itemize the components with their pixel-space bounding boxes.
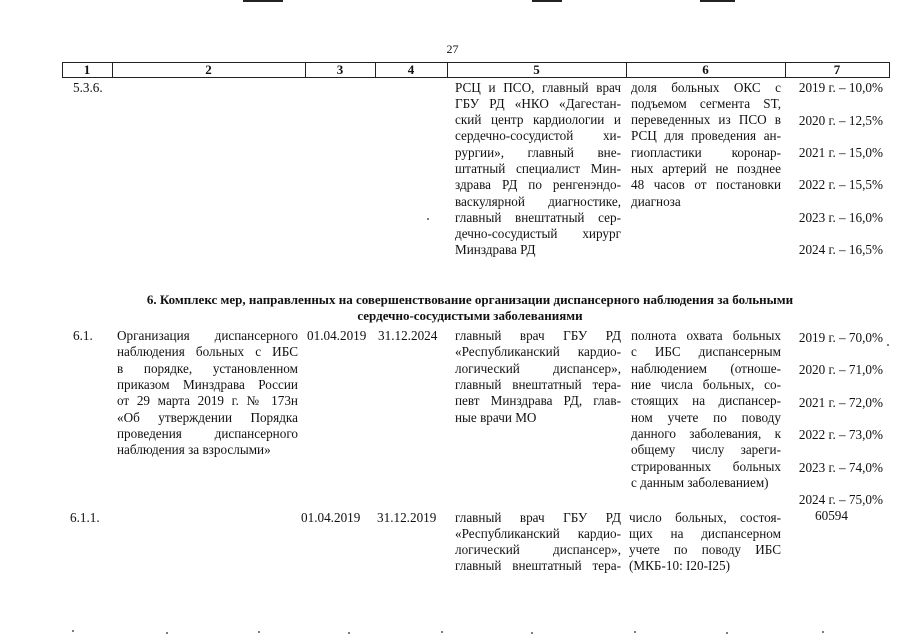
year-value: 2022 г. – 73,0%: [798, 427, 883, 442]
row-61-end-date: 31.12.2024: [378, 328, 438, 343]
text-line: логический диспансер»,: [455, 542, 621, 557]
text-line: главный врач ГБУ РД: [455, 510, 621, 525]
scan-speck: [258, 631, 260, 633]
column-header-7: 7: [833, 62, 841, 77]
text-line: певт Минздрава РД, глав-: [455, 393, 621, 408]
text-line: ные врачи МО: [455, 410, 537, 425]
text-line: данного заболевания, к: [631, 426, 781, 441]
scan-speck: [634, 631, 636, 633]
text-line: от 29 марта 2019 г. № 173н: [117, 393, 298, 408]
text-line: «Республиканский кардио-: [455, 526, 621, 541]
row-61-start-date: 01.04.2019: [307, 328, 367, 343]
text-line: Минздрава РД: [455, 242, 536, 257]
text-line: с ИБС диспансерным: [631, 344, 781, 359]
text-line: число больных, состоя-: [629, 510, 781, 525]
scan-speck: [726, 632, 728, 634]
text-line: (МКБ-10: I20-I25): [629, 558, 730, 573]
year-value: 2023 г. – 16,0%: [798, 210, 883, 225]
text-line: в порядке, установленном: [117, 361, 298, 376]
text-line: сердечно-сосудистой хи-: [455, 128, 621, 143]
text-line: наблюдения за взрослыми»: [117, 442, 271, 457]
text-line: гиопластики коронар-: [631, 145, 781, 160]
text-line: штатный специалист Мин-: [455, 161, 621, 176]
table-header-bottom-border: [62, 77, 890, 78]
text-line: 48 часов от постановки: [631, 177, 781, 192]
text-line: «Республиканский кардио-: [455, 344, 621, 359]
top-edge-mark: [532, 0, 562, 2]
scan-speck: [427, 218, 429, 220]
text-line: главный внештатный сер-: [455, 210, 621, 225]
text-line: стрированных больных: [631, 459, 781, 474]
text-line: ных артерий не позднее: [631, 161, 781, 176]
year-value: 2022 г. – 15,5%: [798, 177, 883, 192]
text-line: диагноза: [631, 194, 681, 209]
year-value: 2020 г. – 71,0%: [798, 362, 883, 377]
scan-speck: [531, 632, 533, 634]
text-line: наблюдения больных с ИБС: [117, 344, 298, 359]
scan-speck: [441, 631, 443, 633]
text-line: учете по поводу ИБС: [629, 542, 781, 557]
row-611-value: 60594: [815, 508, 848, 523]
row-536-number: 5.3.6.: [73, 80, 103, 95]
text-line: васкулярной диагностике,: [455, 194, 621, 209]
text-line: щих на диспансерном: [629, 526, 781, 541]
text-line: дечно-сосудистый хирург: [455, 226, 621, 241]
scan-speck: [72, 630, 74, 632]
text-line: здрава РД по ренгенэндо-: [455, 177, 621, 192]
section-title-line: сердечно-сосудистыми заболеваниями: [357, 308, 583, 323]
scan-speck: [348, 632, 350, 634]
header-divider: [889, 62, 890, 78]
text-line: приказом Минздрава России: [117, 377, 298, 392]
text-line: РСЦ и ПСО, главный врач: [455, 80, 621, 95]
page-number: 27: [446, 42, 459, 56]
column-header-1: 1: [83, 62, 91, 77]
text-line: общему числу зареги-: [631, 442, 781, 457]
text-line: наблюдением (отноше-: [631, 361, 781, 376]
text-line: логический диспансер»,: [455, 361, 621, 376]
text-line: рургии», главный вне-: [455, 145, 621, 160]
year-value: 2019 г. – 70,0%: [798, 330, 883, 345]
row-611-number: 6.1.1.: [70, 510, 100, 525]
row-611-start-date: 01.04.2019: [301, 510, 361, 525]
column-header-2: 2: [205, 62, 212, 77]
top-edge-mark: [700, 0, 735, 2]
scan-speck: [822, 631, 824, 633]
year-value: 2023 г. – 74,0%: [798, 460, 883, 475]
year-value: 2021 г. – 72,0%: [798, 395, 883, 410]
text-line: главный внештатный тера-: [455, 377, 621, 392]
text-line: проведения диспансерного: [117, 426, 298, 441]
text-line: полнота охвата больных: [631, 328, 781, 343]
text-line: Организация диспансерного: [117, 328, 298, 343]
year-value: 2019 г. – 10,0%: [798, 80, 883, 95]
scan-speck: [166, 632, 168, 634]
row-611-end-date: 31.12.2019: [377, 510, 437, 525]
column-header-4: 4: [407, 62, 415, 77]
column-header-3: 3: [336, 62, 344, 77]
year-value: 2021 г. – 15,0%: [798, 145, 883, 160]
row-61-number: 6.1.: [73, 328, 93, 343]
text-line: главный врач ГБУ РД: [455, 328, 621, 343]
text-line: ский центр кардиологии и: [455, 112, 621, 127]
year-value: 2024 г. – 16,5%: [798, 242, 883, 257]
top-edge-mark: [243, 0, 283, 2]
scan-speck: [887, 344, 889, 346]
text-line: подъемом сегмента ST,: [631, 96, 781, 111]
section-title-line: 6. Комплекс мер, направленных на совершенствование организации диспансерного наблюдения за больными: [146, 292, 794, 307]
column-header-5: 5: [533, 62, 540, 77]
text-line: РСЦ для проведения ан-: [631, 128, 781, 143]
text-line: ном учете по поводу: [631, 410, 781, 425]
year-value: 2020 г. – 12,5%: [798, 113, 883, 128]
text-line: переведенных из ПСО в: [631, 112, 781, 127]
column-header-6: 6: [702, 62, 709, 77]
text-line: главный внештатный тера-: [455, 558, 621, 573]
text-line: ГБУ РД «НКО «Дагестан-: [455, 96, 621, 111]
text-line: «Об утверждении Порядка: [117, 410, 298, 425]
text-line: доля больных ОКС с: [631, 80, 781, 95]
text-line: с данным заболеванием): [631, 475, 769, 490]
text-line: стоящих на диспансер-: [631, 393, 781, 408]
year-value: 2024 г. – 75,0%: [798, 492, 883, 507]
text-line: ние числа больных, со-: [631, 377, 781, 392]
